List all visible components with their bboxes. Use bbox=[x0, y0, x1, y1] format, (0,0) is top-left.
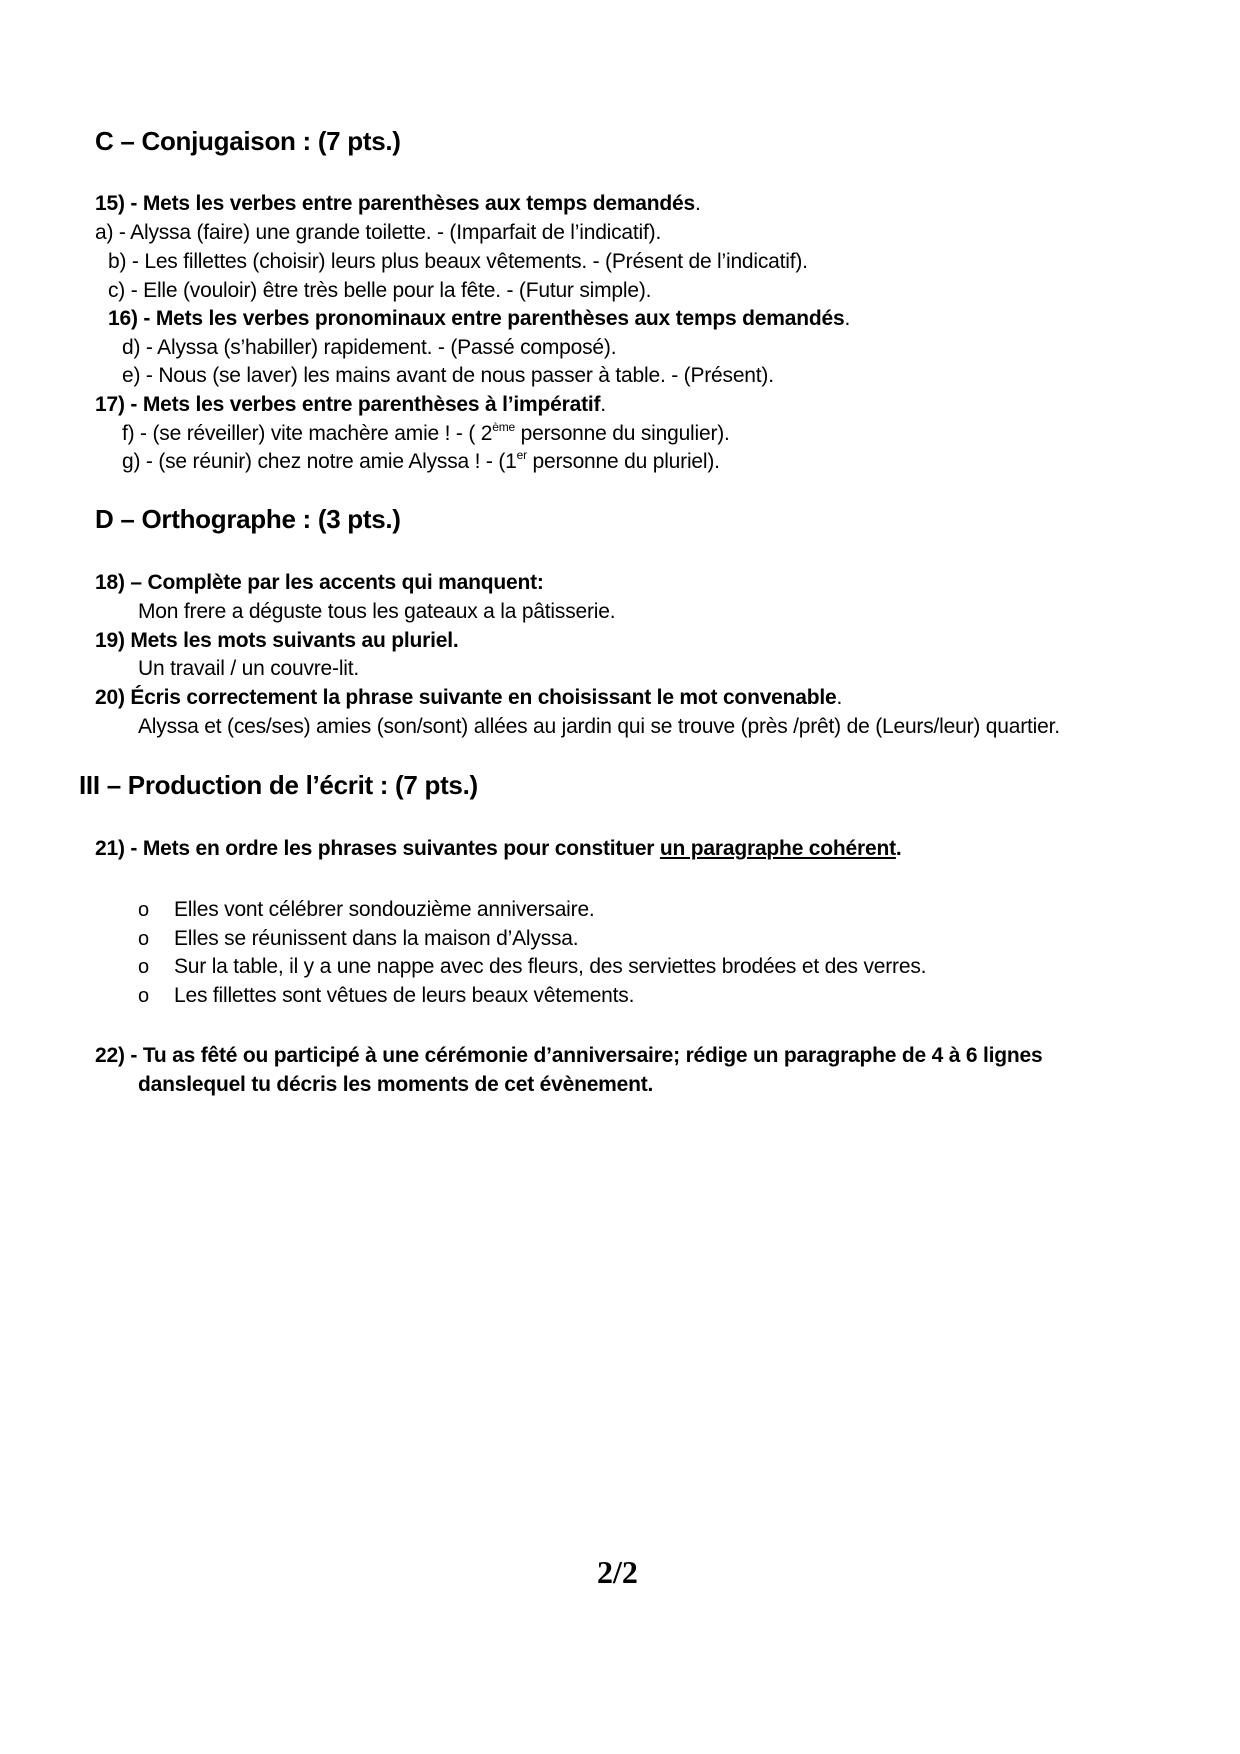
list-item: Sur la table, il y a une nappe avec des fleurs, des serviettes brodées et des verres. bbox=[174, 955, 927, 978]
question-16 bbox=[108, 305, 850, 333]
question-17-end: . bbox=[600, 393, 606, 416]
list-item: Elles vont célébrer sondouzième anniversaire. bbox=[174, 898, 595, 921]
item-f-after: personne du singulier). bbox=[515, 422, 730, 445]
bullet-1: o bbox=[138, 899, 150, 921]
question-22-line2: danslequel tu décris les moments de cet évènement. bbox=[138, 1073, 654, 1096]
question-22-line1: 22) - Tu as fêté ou participé à une cérémonie d’anniversaire; rédige un paragraphe de 4 à 6 lignes bbox=[95, 1044, 1043, 1067]
bullet-4: o bbox=[138, 985, 150, 1007]
question-18-text: Mon frere a déguste tous les gateaux a la pâtisserie. bbox=[138, 600, 616, 623]
question-19: 19) Mets les mots suivants au pluriel. bbox=[95, 629, 459, 652]
question-21-before: 21) - Mets en ordre les phrases suivantes pour constituer bbox=[95, 837, 660, 860]
question-20-end: . bbox=[836, 686, 843, 709]
item-f-sup: ème bbox=[492, 420, 516, 434]
item-f bbox=[122, 420, 730, 448]
list-item: Elles se réunissent dans la maison d’Alyssa. bbox=[174, 927, 579, 950]
question-15 bbox=[95, 190, 701, 218]
item-b: b) - Les fillettes (choisir) leurs plus beaux vêtements. - (Présent de l’indicatif). bbox=[108, 250, 808, 273]
section-iii-title: III – Production de l’écrit : (7 pts.) bbox=[79, 770, 478, 800]
item-c: c) - Elle (vouloir) être très belle pour la fête. - (Futur simple). bbox=[108, 279, 652, 302]
question-20-text: Alyssa et (ces/ses) amies (son/sont) allées au jardin qui se trouve (près /prêt) de (Leurs/leur) quartier. bbox=[138, 715, 1060, 738]
bullet-3: o bbox=[138, 956, 150, 978]
item-g-sup: er bbox=[516, 448, 527, 462]
question-16-end: . bbox=[844, 307, 851, 330]
question-21-after: . bbox=[895, 837, 902, 860]
item-g-after: personne du pluriel). bbox=[526, 450, 720, 473]
item-e: e) - Nous (se laver) les mains avant de nous passer à table. - (Présent). bbox=[122, 364, 774, 387]
section-d-title: D – Orthographe : (3 pts.) bbox=[95, 504, 401, 534]
question-15-end: . bbox=[695, 192, 701, 215]
item-d: d) - Alyssa (s’habiller) rapidement. - (Passé composé). bbox=[122, 336, 617, 359]
question-21-underlined: un paragraphe cohérent bbox=[659, 837, 896, 860]
bullet-2: o bbox=[138, 928, 150, 950]
question-17-title: 17) - Mets les verbes entre parenthèses à l’impératif bbox=[95, 393, 601, 416]
question-18: 18) – Complète par les accents qui manquent: bbox=[95, 571, 544, 594]
question-21 bbox=[95, 835, 902, 863]
item-g bbox=[122, 448, 720, 476]
item-a: a) - Alyssa (faire) une grande toilette. - (Imparfait de l’indicatif). bbox=[95, 221, 662, 244]
question-19-text: Un travail / un couvre-lit. bbox=[138, 657, 360, 680]
question-15-title: 15) - Mets les verbes entre parenthèses aux temps demandés bbox=[95, 192, 695, 215]
list-item: Les fillettes sont vêtues de leurs beaux vêtements. bbox=[174, 984, 635, 1007]
question-20 bbox=[95, 684, 842, 712]
section-c-title: C – Conjugaison : (7 pts.) bbox=[95, 126, 401, 156]
question-20-title: 20) Écris correctement la phrase suivante en choisissant le mot convenable bbox=[95, 686, 837, 709]
item-f-before: f) - (se réveiller) vite machère amie ! - ( 2 bbox=[122, 422, 493, 445]
page-number: 2/2 bbox=[597, 1554, 638, 1590]
item-g-before: g) - (se réunir) chez notre amie Alyssa ! - (1 bbox=[122, 450, 517, 473]
question-16-title: 16) - Mets les verbes pronominaux entre parenthèses aux temps demandés bbox=[108, 307, 845, 330]
question-17 bbox=[95, 391, 606, 419]
